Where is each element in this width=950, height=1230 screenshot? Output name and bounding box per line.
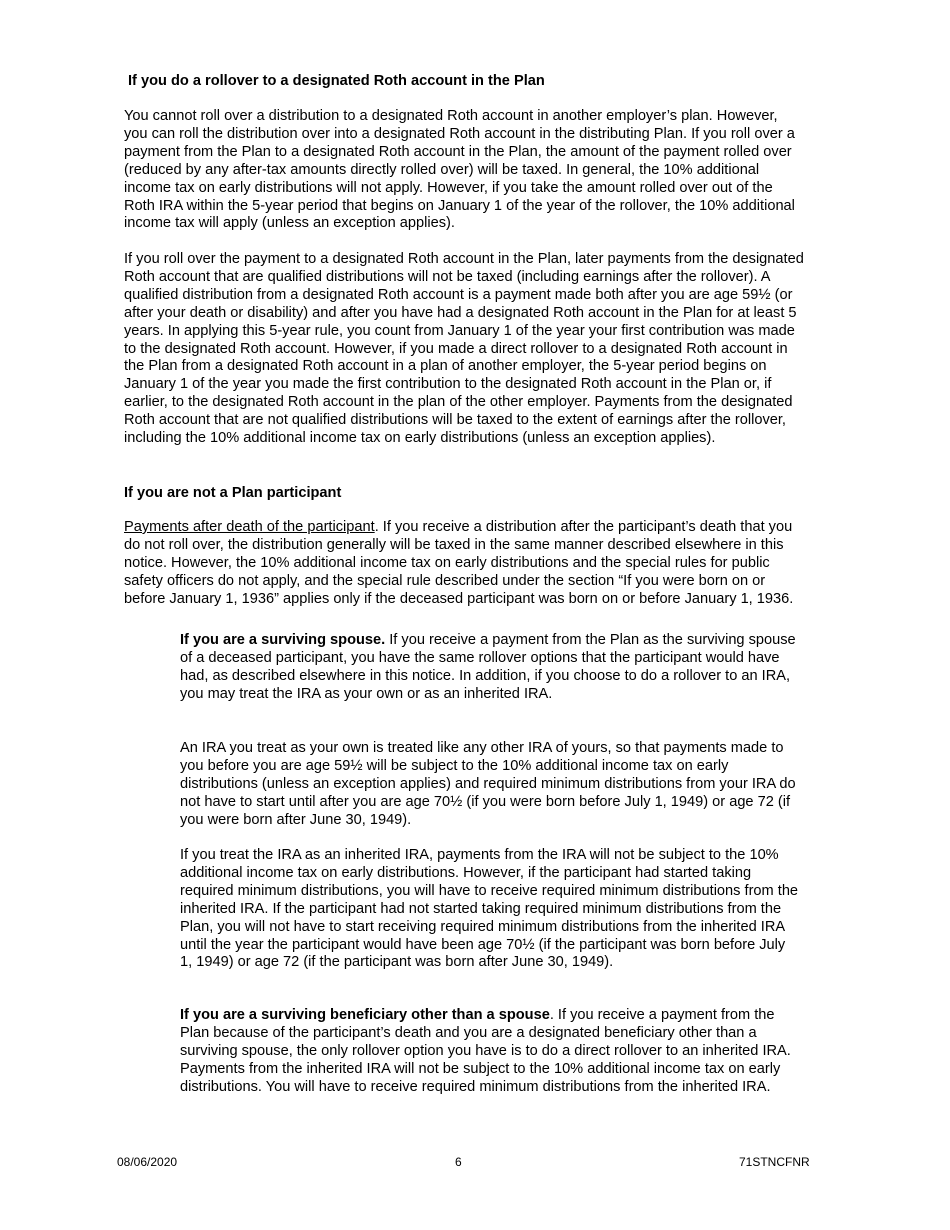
paragraph-surviving-beneficiary bbox=[180, 1007, 800, 1097]
surviving-beneficiary-label: If you are a surviving beneficiary other than a spouse bbox=[180, 1007, 550, 1023]
paragraph-payments-after-death bbox=[124, 519, 804, 609]
footer-document-code: 71STNCFNR bbox=[739, 1155, 810, 1169]
surviving-spouse-label: If you are a surviving spouse. bbox=[180, 632, 386, 648]
section-heading-not-participant: If you are not a Plan participant bbox=[124, 485, 342, 501]
payments-after-death-text: . If you receive a distribution after the participant’s death that you do not roll over, the distribution generally will be taxed in the same manner described elsewhere in this notice. However, the 10% additional income tax on early distributions and the special rules for public safety officers do not apply, and the special rule described under the section “If you were born on or before January 1, 1936” applies only if the deceased participant was born on or before January 1, 1936. bbox=[124, 519, 794, 607]
paragraph-own-ira: An IRA you treat as your own is treated like any other IRA of yours, so that payments made to you before you are age 59½ will be subject to the 10% additional income tax on early distributions (unless an exception applies) and required minimum distributions from your IRA do not have to start until after you are age 70½ (if you were born before July 1, 1949) or age 72 (if you were born after June 30, 1949). bbox=[180, 740, 796, 828]
paragraph-inherited-ira: If you treat the IRA as an inherited IRA, payments from the IRA will not be subject to the 10% additional income tax on early distributions. However, if the participant had started taking required minimum distributions, you will have to receive required minimum distributions from the inherited IRA. If the participant had not started taking required minimum distributions from the Plan, you will not have to start receiving required minimum distributions from the inherited IRA until the year the participant would have been age 70½ (if the participant was born before July 1, 1949) or age 72 (if the participant was born after June 30, 1949). bbox=[180, 847, 799, 971]
paragraph-qualified-distribution: If you roll over the payment to a designated Roth account in the Plan, later payments from the designated Roth account that are qualified distributions will not be taxed (including earnings after the rollover). A qualified distribution from a designated Roth account is a payment made both after you are age 59½ (or after your death or disability) and after you have had a designated Roth account in the Plan for at least 5 years. In applying this 5-year rule, you count from January 1 of the year your first contribution was made to the designated Roth account. However, if you made a direct rollover to a designated Roth account in the Plan from a designated Roth account in a plan of another employer, the 5-year period begins on January 1 of the year you made the first contribution to the designated Roth account in the Plan or, if earlier, to the designated Roth account in the plan of the other employer. Payments from the designated Roth account that are not qualified distributions will be taxed to the extent of earnings after the rollover, including the 10% additional income tax on early distributions (unless an exception applies). bbox=[124, 251, 804, 447]
payments-after-death-label: Payments after death of the participant bbox=[124, 519, 375, 535]
surviving-beneficiary-text: . If you receive a payment from the Plan because of the participant’s death and you are a designated beneficiary other than a surviving spouse, the only rollover option you have is to do a direct rollover to an inherited IRA. Payments from the inherited IRA will not be subject to the 10% additional income tax on early distributions. You will have to receive required minimum distributions from the inherited IRA. bbox=[180, 1007, 791, 1095]
section-heading-roth-rollover: If you do a rollover to a designated Roth account in the Plan bbox=[128, 73, 545, 89]
footer-page-number: 6 bbox=[455, 1155, 462, 1169]
paragraph-surviving-spouse bbox=[180, 632, 800, 704]
footer-date: 08/06/2020 bbox=[117, 1155, 178, 1169]
surviving-spouse-text: If you receive a payment from the Plan as the surviving spouse of a deceased participant, you have the same rollover options that the participant would have had, as described elsewhere in this notice. In addition, if you choose to do a rollover to an IRA, you may treat the IRA as your own or as an inherited IRA. bbox=[180, 632, 796, 702]
paragraph-roth-rollover-intro: You cannot roll over a distribution to a designated Roth account in another employer’s plan. However, you can roll the distribution over into a designated Roth account in the distributing Plan. If you roll over a payment from the Plan to a designated Roth account in the Plan, the amount of the payment rolled over (reduced by any after-tax amounts directly rolled over) will be taxed. In general, the 10% additional income tax on early distributions will not apply. However, if you take the amount rolled over out of the Roth IRA within the 5-year period that begins on January 1 of the year of the rollover, the 10% additional income tax will apply (unless an exception applies). bbox=[124, 108, 795, 232]
